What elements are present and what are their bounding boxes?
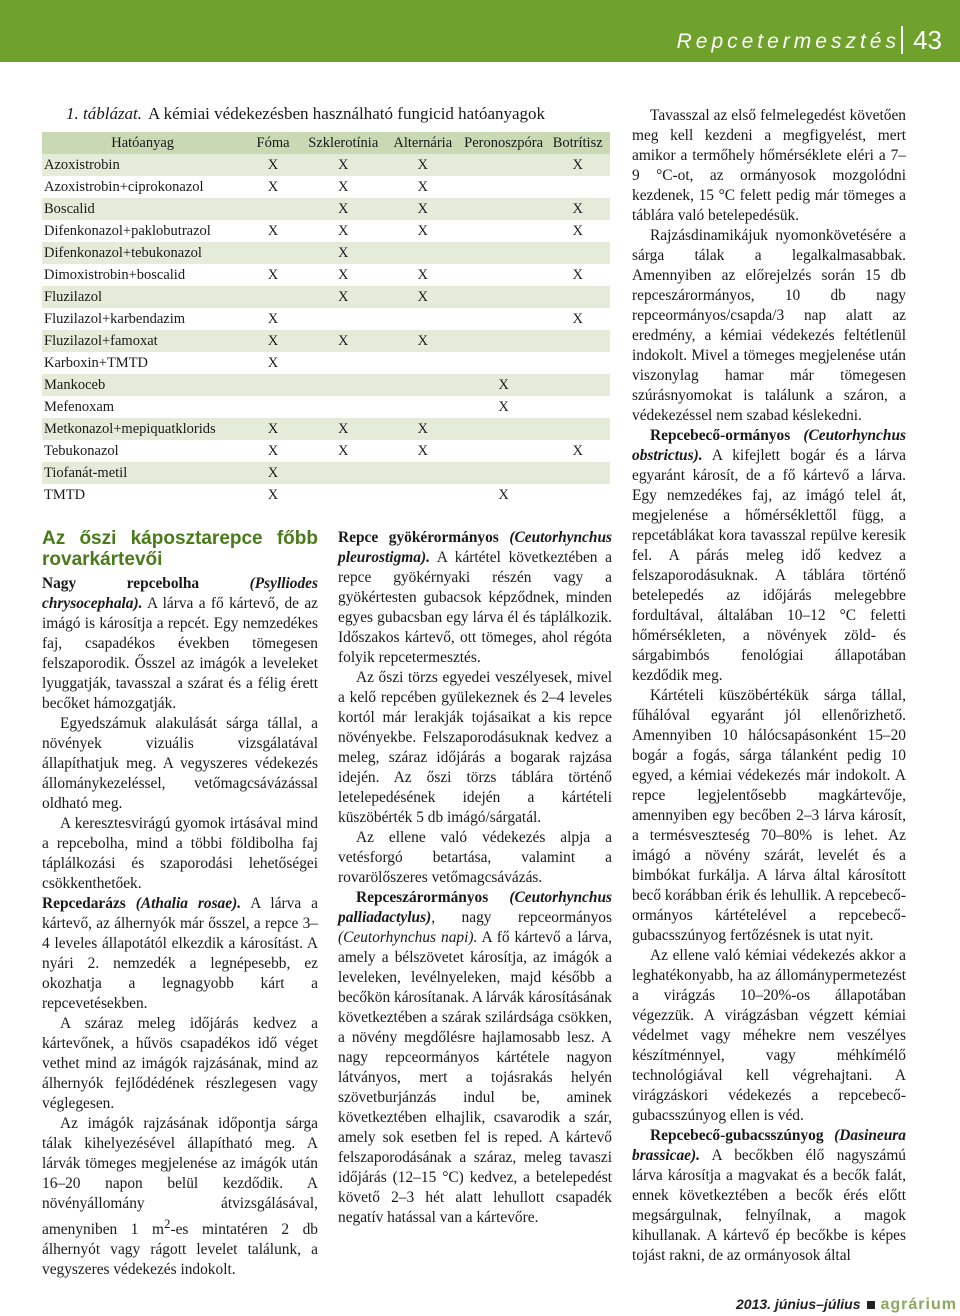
efficacy-cell: X [303,286,384,308]
active-ingredient-cell: Metkonazol+mepiquatklorids [42,418,243,440]
paragraph: A száraz meleg időjárás kedvez a kártevőnek, a hűvös csapadékos idő véget vethet mind az imágók rajzásának, mind az álhernyók fejlődédének részlegesen vagy véglegesen. [42,1015,318,1112]
efficacy-cell: X [303,264,384,286]
fungicide-table [42,132,610,506]
paragraph: A kártétel következtében a repce gyökérnyaki részén vagy a gyökértesten gubacsok képződnek, minden egyes gubacsban egy lárva él és táplálkozik. Időszakos kártevő, ott tömeges, ahol régóta folyik repcetermesztés. [338,549,613,666]
efficacy-cell: X [545,154,610,176]
efficacy-cell: X [243,418,302,440]
active-ingredient-cell: Difenkonazol+tebukonazol [42,242,243,264]
active-ingredient-cell: Karboxin+TMTD [42,352,243,374]
efficacy-cell [545,396,610,418]
efficacy-cell: X [303,154,384,176]
table-row [42,198,610,220]
efficacy-cell [384,308,462,330]
efficacy-cell [243,286,302,308]
table-row [42,352,610,374]
table-row [42,242,610,264]
footer [736,1296,957,1314]
efficacy-cell [303,308,384,330]
efficacy-cell [545,462,610,484]
paragraph: Tavasszal az első felmelegedést követően meg kell kezdeni a megfigyelést, mert amikor a termőhely hőmérséklete eléri a 7–9 °C-ot, az ormányosok mozgolódni kezdenek, 15 °C felett pedig már tömeges a táblára való betelepedésük. [632,107,906,224]
efficacy-cell [545,374,610,396]
efficacy-cell [462,154,546,176]
efficacy-cell: X [243,264,302,286]
efficacy-cell: X [243,176,302,198]
efficacy-cell [384,396,462,418]
efficacy-cell: X [462,484,546,506]
paragraph: Az ellene való kémiai védekezés akkor a leghatékonyabb, ha az állománypermetezést a virágzás 10–20%-os állapotában végezzük. A virágzásban végzett kémiai védelmet vagy méhekre nem veszélyes készítménnyel, vagy méhkímélő technológiával kell végrehajtani. A virágzáskori védekezés a repcebecő-gubacsszúnyog ellen is véd. [632,947,906,1124]
efficacy-cell [462,352,546,374]
efficacy-cell: X [243,308,302,330]
efficacy-cell: X [384,418,462,440]
column-header: Peronoszpóra [462,132,546,154]
efficacy-cell: X [384,176,462,198]
subheading-becoormanyos: Repcebecő-ormányos (Ceutorhynchus obstrictus). [632,427,906,464]
efficacy-cell: X [243,440,302,462]
efficacy-cell [462,330,546,352]
efficacy-cell [462,198,546,220]
efficacy-cell [462,462,546,484]
efficacy-cell [545,242,610,264]
table-row [42,154,610,176]
column-header: Fóma [243,132,302,154]
active-ingredient-cell: Tebukonazol [42,440,243,462]
column-header: Szklerotínia [303,132,384,154]
efficacy-cell: X [243,330,302,352]
active-ingredient-cell: Azoxistrobin+ciprokonazol [42,176,243,198]
table-row [42,440,610,462]
efficacy-cell: X [384,154,462,176]
magazine-logo: agrárium [880,1296,957,1313]
column-2: Repce gyökérormányos (Ceutorhynchus pleurostigma). A kártétel következtében a repce gyökérnyaki részén vagy a gyökértesten gubacsok képződnek, minden egyes gubacsban egy lárva él és táplálkozik. Időszakos kártevő, ott tömeges, ahol régóta folyik repcetermesztés. Az őszi törzs egyedei veszélyesek, mivel a kelő repcében gyülekeznek és 2–4 leveles kortól már lerakják tojásaikat a kis repce növényekbe. Felszaporodásuknak kedvez a meleg, száraz időjárás a bogarak rajzása idején. Az őszi törzs táblára történő letelepedésének idején a kártételi küszöbérték 5 db imágó/sárgatál. Az ellene való védekezés alpja a vetésforgó betartása, valamint a rovarölőszeres vetőmagcsávázás. Repceszárormányos (Ceutorhynchus palliadactylus), nagy repceormányos (Ceutorhynchus napi). A fő kártevő a lárva, amely a bélszövetet károsítja, az imágók a leveleken, levélnyeleken, majd később a becőkön károsítanak. A lárvák károsításának következtében a szárak szilárdsága csökken, a növény megdőlésre hajlamosabb lesz. A nagy repceormányos kártétele nagyon látványos, mert a tojásrakás helyén szövetburjánzás indul be, aminek következtében elhajlik, csavarodik a szár, amely sok esetben fel is reped. A kártevő felszaporodásának a száraz, meleg tavaszi időjárás (12–15 °C) kedvez, a betelepedést követő 2–3 hét alatt lehullott csapadék negatív hatással van a kártevőre. [338,529,613,1226]
paragraph: A fő kártevő a lárva, amely a bélszövetet károsítja, az imágók a leveleken, levélnyeleken, majd később a becőkön károsítanak. A lárvák károsításának következtében a szárak szilárdsága csökken, a növény megdőlésre hajlamosabb lesz. A nagy repceormányos kártétele nagyon látványos, mert a tojásrakás helyén szövetburjánzás indul be, aminek következtében elhajlik, csavarodik a szár, amely sok esetben fel is reped. A kártevő felszaporodásának a száraz, meleg tavaszi időjárás (12–15 °C) kedvez, a betelepedést követő 2–3 hét alatt lehullott csapadék negatív hatással van a kártevőre. [338,929,613,1226]
efficacy-cell: X [545,308,610,330]
table-row [42,176,610,198]
efficacy-cell [545,286,610,308]
table-row [42,462,610,484]
page-number: 43 [901,26,942,54]
table-row [42,308,610,330]
active-ingredient-cell: Mefenoxam [42,396,243,418]
efficacy-cell [303,484,384,506]
paragraph: A lárva a fő kártevő, de az imágó is károsítja a repcét. Egy nemzedékes faj, csapadékos években tömegesen felszaporodik. Ősszel az imágók a leveleket lyuggatják, tavasszal a szárat és a félig érett becőket hámozgatják. [42,595,318,712]
efficacy-cell: X [545,440,610,462]
table-body [42,154,610,506]
table-caption [66,104,545,124]
efficacy-cell: X [303,176,384,198]
table-row [42,220,610,242]
table-row [42,264,610,286]
table-row [42,418,610,440]
efficacy-cell [462,418,546,440]
paragraph: Rajzásdinamikájuk nyomonkövetésére a sárga tálak a legalkalmasabbak. Amennyiben az előrejelzés során 15 db repceszárormányos, 10 db nagy repceormányos/csapda/3 nap alatt az eredmény, a kémiai védekezés feltétlenül indokolt. Mivel a tömeges megjelenése után viszonylag hamar már tömegesen szúrásnyomokat is találunk a száron, a védekezéssel nem szabad késlekedni. [632,227,906,424]
efficacy-cell [303,374,384,396]
efficacy-cell: X [384,198,462,220]
efficacy-cell [243,198,302,220]
subheading-gyokerormanyos: Repce gyökérormányos (Ceutorhynchus pleurostigma). [338,529,612,566]
section-title: Repcetermesztés [676,30,900,53]
paragraph: A becőkben élő nagyszámú lárva károsítja a magvakat és a becők falát, ennek következtében a becők érés előtt megsárgulnak, felnyílnak, a magok kihullanak. A kártevő ép becőkbe is képes tojást rakni, de az ormányosok által [632,1147,906,1264]
active-ingredient-cell: Mankoceb [42,374,243,396]
efficacy-cell: X [243,220,302,242]
efficacy-cell [243,396,302,418]
subheading-repcebolha: Nagy repcebolha (Psylliodes chrysocephala). [42,575,318,612]
header-bar [0,0,960,62]
efficacy-cell: X [303,198,384,220]
efficacy-cell [462,264,546,286]
subheading-repcedarazs: Repcedarázs (Athalia rosae). [42,895,242,912]
column-3 [632,106,906,1266]
efficacy-cell [384,462,462,484]
subheading-gubacsszunyog: Repcebecő-gubacsszúnyog (Dasineura brassicae). [632,1127,906,1164]
column-header: Botrítisz [545,132,610,154]
efficacy-cell: X [303,242,384,264]
efficacy-cell: X [303,330,384,352]
efficacy-cell [462,308,546,330]
paragraph: Egyedszámuk alakulását sárga tállal, a növények vizuális vizsgálatával állapíthatjuk meg. A vegyszeres védekezés állománykezeléssel, vetőmagcsávázással oldható meg. [42,715,318,812]
table-row [42,330,610,352]
active-ingredient-cell: Boscalid [42,198,243,220]
efficacy-cell [243,374,302,396]
efficacy-cell [462,242,546,264]
efficacy-cell: X [243,484,302,506]
paragraph: Kártételi küszöbértékük sárga tállal, fűhálóval egyaránt jól ellenőrizhető. Amennyiben 10 hálócsapásonként 15–20 bogár a fogás, sárga tálanként pedig 10 egyed, a kémiai védekezés már indokolt. A repce legjelentősebb magkártevője, amennyiben egy becőben 2–3 lárva károsít, a termésveszteség 70–80% is lehet. Az imágó a növény szárát, levelét és a bimbókat furkálja. A lárva által károsított becő korábban érik és lehullik. A repcebecő-ormányos kártételével a repcebecő-gubacsszúnyog fertőzésnek is utat nyit. [632,687,906,944]
active-ingredient-cell: Difenkonazol+paklobutrazol [42,220,243,242]
issue-date: 2013. június–július [736,1296,861,1312]
paragraph: Az ellene való védekezés alpja a vetésforgó betartása, valamint a rovarölőszeres vetőmagcsávázás. [338,829,612,886]
efficacy-cell: X [545,264,610,286]
paragraph: Az őszi törzs egyedei veszélyesek, mivel a kelő repcében gyülekeznek és 2–4 leveles kortól már lerakják tojásaikat a kis repce növényekbe. Felszaporodásuknak kedvez a meleg, száraz időjárás a bogarak rajzása idején. Az őszi törzs táblára történő letelepedésének idején a kártételi küszöbérték 5 db imágó/sárgatál. [338,669,612,826]
efficacy-cell [545,484,610,506]
active-ingredient-cell: Fluzilazol+famoxat [42,330,243,352]
column-1 [42,528,318,1280]
efficacy-cell: X [384,264,462,286]
efficacy-cell [384,352,462,374]
efficacy-cell: X [303,220,384,242]
column-header: Hatóanyag [42,132,243,154]
paragraph: A kifejlett bogár és a lárva egyaránt károsít, de a fő kártevő a lárva. Egy nemzedékes faj, az imágó telel át, megjelenése a hőmérséklettől függ, a repcetáblákat kora tavasszal repülve keresik fel. A párás meleg idő kedvez a felszaporodásuknak. A táblára történő betelepedés az időjárás melegebbre fordultával, általában 10–12 °C feletti hőmérsékleten, a növények zöld- és sárgabimbós fenológiai állapotában kezdődik meg. [632,447,907,684]
table-caption-label: 1. táblázat. [66,104,143,123]
efficacy-cell [243,242,302,264]
paragraph: A lárva a kártevő, az álhernyók már ősszel, a repce 3–4 leveles állapotától elkezdik a károsítást. A nyári 2. nemzedék a legnépesebb, ez okozhatja a legnagyobb kárt a repcevetésekben. [42,895,318,1012]
section-heading: Az őszi káposztarepce főbb rovarkártevői [42,528,318,570]
table-row [42,396,610,418]
active-ingredient-cell: Azoxistrobin [42,154,243,176]
efficacy-cell [545,330,610,352]
efficacy-cell: X [462,374,546,396]
active-ingredient-cell: Fluzilazol+karbendazim [42,308,243,330]
efficacy-cell [462,440,546,462]
efficacy-cell [462,176,546,198]
efficacy-cell: X [384,330,462,352]
efficacy-cell [545,176,610,198]
separator-square [867,1301,875,1309]
table-row [42,374,610,396]
efficacy-cell [545,352,610,374]
efficacy-cell [545,418,610,440]
active-ingredient-cell: Fluzilazol [42,286,243,308]
efficacy-cell: X [545,198,610,220]
efficacy-cell [303,396,384,418]
efficacy-cell: X [384,220,462,242]
efficacy-cell [384,242,462,264]
efficacy-cell [384,484,462,506]
table-header-row [42,132,610,154]
column-header: Alternária [384,132,462,154]
efficacy-cell: X [384,286,462,308]
efficacy-cell: X [303,440,384,462]
subheading-szarormanyos: Repceszárormányos (Ceutorhynchus palliadactylus) [338,889,612,926]
efficacy-cell [303,462,384,484]
table-row [42,484,610,506]
efficacy-cell: X [545,220,610,242]
active-ingredient-cell: Dimoxistrobin+boscalid [42,264,243,286]
efficacy-cell: X [384,440,462,462]
efficacy-cell: X [243,462,302,484]
efficacy-cell [462,286,546,308]
table-row [42,286,610,308]
active-ingredient-cell: TMTD [42,484,243,506]
efficacy-cell [384,374,462,396]
efficacy-cell: X [243,154,302,176]
active-ingredient-cell: Tiofanát-metil [42,462,243,484]
efficacy-cell [462,220,546,242]
paragraph: Az imágók rajzásának időpontja sárga tálak kihelyezésével állapítható meg. A lárvák tömeges megjelenése az imágók után 16–20 napon belül kezdődik. A növényállomány átvizsgálásával, amenyniben 1 $m^2-es$ mintatéren 2 db álhernyót vagy rágott levelet találunk, a vegyszeres védekezés indokolt. [42,1115,318,1279]
efficacy-cell: X [243,352,302,374]
efficacy-cell [303,352,384,374]
efficacy-cell: X [303,418,384,440]
table-caption-title: A kémiai védekezésben használható fungicid hatóanyagok [148,104,546,123]
paragraph: A keresztesvirágú gyomok irtásával mind a repcebolha, mind a többi földibolha faj táplálkozási és szaporodási lehetőségei csökkenthetőek. [42,815,318,892]
efficacy-cell: X [462,396,546,418]
